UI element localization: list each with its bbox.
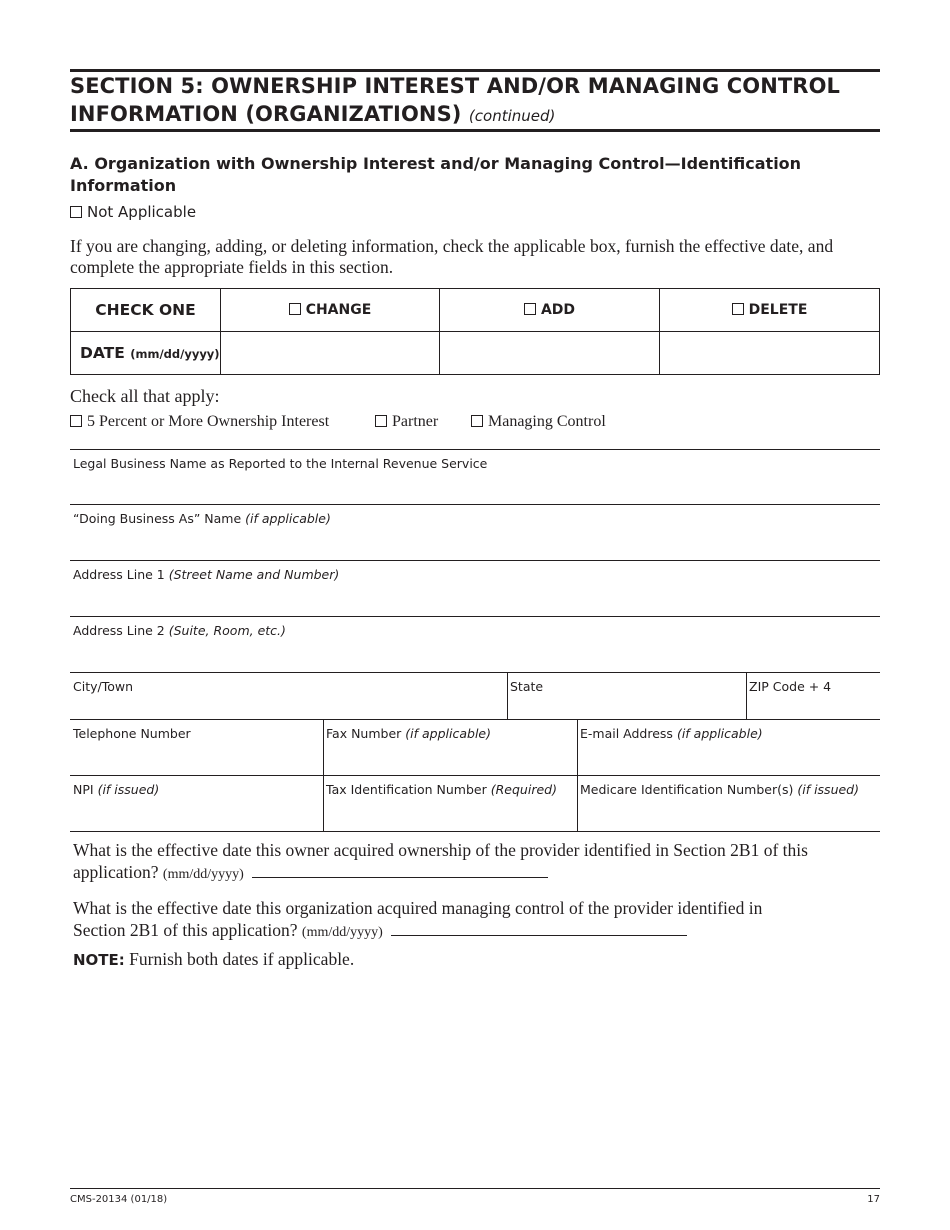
telephone-label: Telephone Number [73, 726, 191, 741]
tin-note: (Required) [490, 782, 557, 797]
partner-checkbox[interactable] [375, 415, 387, 427]
delete-date-input[interactable] [660, 332, 880, 375]
ownership-interest-option[interactable] [70, 412, 329, 432]
section-continued: (continued) [468, 107, 556, 125]
note [73, 948, 354, 971]
state-label: State [510, 679, 544, 694]
telephone-field[interactable] [70, 719, 323, 776]
date-format: (mm/dd/yyyy) [130, 347, 220, 361]
change-date-input[interactable] [221, 332, 440, 375]
medicare-id-label: Medicare Identification Number(s) [580, 782, 794, 797]
managing-control-date-question-line1: What is the effective date this organization acquired managing control of the provider identified in [73, 898, 763, 918]
npi-field[interactable] [70, 775, 323, 832]
ownership-date-format: (mm/dd/yyyy) [162, 867, 244, 882]
address-line2-label: Address Line 2 [73, 623, 165, 638]
column-divider-1 [323, 719, 324, 832]
fields-bottom-rule [70, 831, 880, 832]
managing-control-date-format: (mm/dd/yyyy) [301, 925, 383, 940]
ownership-interest-checkbox[interactable] [70, 415, 82, 427]
address-line1-label: Address Line 1 [73, 567, 165, 582]
fax-field[interactable] [323, 719, 577, 776]
note-label: NOTE: [73, 951, 125, 969]
add-label: ADD [540, 302, 576, 318]
section-bottom-rule [70, 129, 880, 132]
section-title-line2 [70, 100, 880, 130]
managing-control-date-input[interactable] [391, 921, 687, 936]
managing-control-date-question-text: Section 2B1 of this application? [73, 920, 298, 940]
address-line1-note: (Street Name and Number) [168, 567, 340, 582]
address-line2-note: (Suite, Room, etc.) [168, 623, 286, 638]
fax-note: (if applicable) [405, 726, 491, 741]
partner-option[interactable] [375, 412, 438, 432]
partner-label: Partner [392, 413, 439, 430]
add-checkbox[interactable] [524, 303, 536, 315]
not-applicable-option[interactable] [70, 202, 196, 222]
npi-note: (if issued) [97, 782, 160, 797]
ownership-date-question-line1: What is the effective date this owner acquired ownership of the provider identified in Section 2B1 of this [73, 840, 808, 860]
dba-name-field[interactable] [70, 504, 880, 561]
managing-control-checkbox[interactable] [471, 415, 483, 427]
email-field[interactable] [577, 719, 880, 776]
email-note: (if applicable) [676, 726, 763, 741]
not-applicable-checkbox[interactable] [70, 206, 82, 218]
medicare-id-field[interactable] [577, 775, 880, 832]
add-date-input[interactable] [440, 332, 660, 375]
ownership-date-input[interactable] [252, 863, 548, 878]
managing-control-label: Managing Control [488, 413, 606, 430]
change-checkbox[interactable] [289, 303, 301, 315]
dba-name-note: (if applicable) [245, 511, 331, 526]
address-line1-field[interactable] [70, 560, 880, 617]
fax-label: Fax Number [326, 726, 402, 741]
delete-label: DELETE [748, 302, 808, 318]
npi-label: NPI [73, 782, 94, 797]
state-zip-divider [746, 672, 747, 720]
check-one-header: CHECK ONE [71, 289, 221, 332]
ownership-date-question-text: application? [73, 862, 159, 882]
page-number: 17 [867, 1194, 880, 1205]
medicare-id-note: (if issued) [797, 782, 859, 797]
date-label: DATE [80, 344, 125, 362]
managing-control-date-question [73, 897, 873, 944]
delete-checkbox[interactable] [732, 303, 744, 315]
address-line2-field[interactable] [70, 616, 880, 673]
zip-field[interactable] [746, 672, 880, 720]
change-option[interactable] [221, 289, 440, 332]
not-applicable-label: Not Applicable [87, 203, 197, 221]
dba-name-label: “Doing Business As” Name [73, 511, 242, 526]
legal-business-name-label: Legal Business Name as Reported to the Internal Revenue Service [73, 456, 488, 471]
managing-control-date-question-line2 [73, 919, 873, 944]
change-add-delete-table [70, 288, 880, 375]
date-header [71, 332, 221, 375]
city-state-divider [507, 672, 508, 720]
tin-label: Tax Identification Number [326, 782, 487, 797]
ownership-date-question-line2 [73, 861, 873, 886]
ownership-interest-label: 5 Percent or More Ownership Interest [87, 413, 330, 430]
tin-field[interactable] [323, 775, 577, 832]
legal-business-name-field[interactable] [70, 449, 880, 505]
form-id: CMS-20134 (01/18) [70, 1194, 168, 1205]
section-title-line1: SECTION 5: OWNERSHIP INTEREST AND/OR MANAGING CONTROL [70, 74, 841, 98]
section-title-line2-text: INFORMATION (ORGANIZATIONS) [70, 102, 462, 126]
managing-control-option[interactable] [471, 412, 606, 432]
intro-text: If you are changing, adding, or deleting information, check the applicable box, furnish the effective date, and complete the appropriate fields in this section. [70, 236, 834, 277]
city-field[interactable] [70, 672, 507, 720]
add-option[interactable] [440, 289, 660, 332]
delete-option[interactable] [660, 289, 880, 332]
zip-label: ZIP Code + 4 [749, 679, 832, 694]
state-field[interactable] [507, 672, 746, 720]
city-label: City/Town [73, 679, 134, 694]
email-label: E-mail Address [580, 726, 673, 741]
section-title [70, 72, 880, 130]
ownership-date-question [73, 839, 873, 886]
footer-rule [70, 1188, 880, 1189]
check-all-label: Check all that apply: [70, 386, 220, 406]
column-divider-2 [577, 719, 578, 832]
change-label: CHANGE [305, 302, 372, 318]
subsection-title: A. Organization with Ownership Interest and/or Managing Control—Identification Information [70, 154, 802, 195]
note-text: Furnish both dates if applicable. [129, 949, 355, 969]
